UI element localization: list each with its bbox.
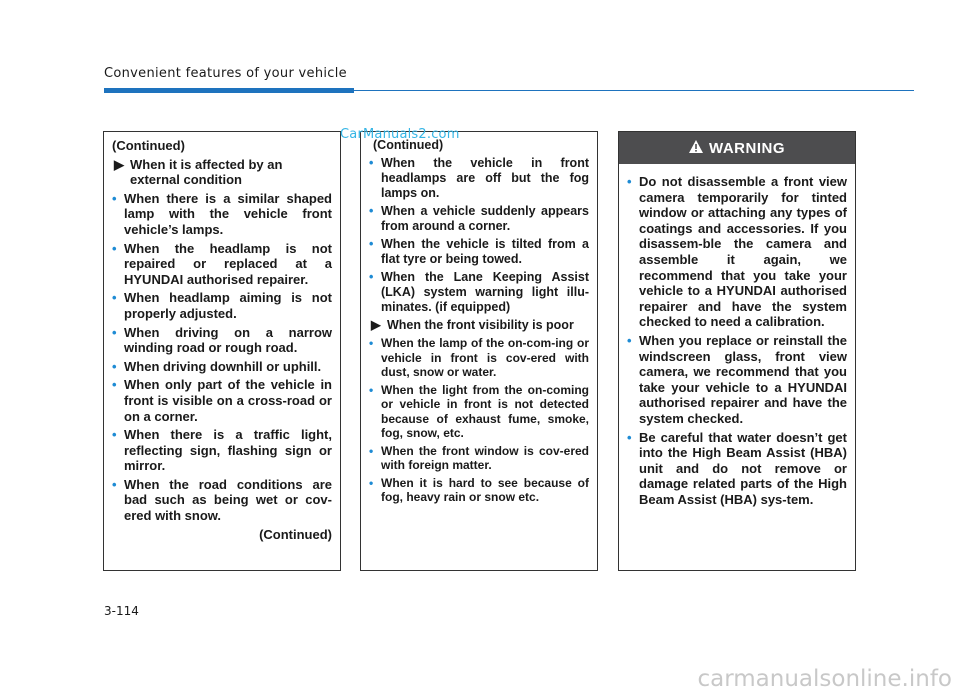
header-accent-bar — [104, 88, 354, 93]
warning-triangle-icon — [689, 140, 703, 156]
list-item — [369, 383, 589, 441]
warning-title: WARNING — [709, 139, 785, 157]
sub-heading-text: When it is affected by an external condition — [130, 156, 283, 188]
bullet-icon: • — [369, 237, 374, 251]
bullet-icon: • — [369, 382, 374, 397]
bullet-icon: • — [112, 190, 117, 206]
list-item — [369, 270, 589, 315]
list-item-text: When there is a similar shaped lamp with the vehicle front vehicle’s lamps. — [124, 190, 332, 237]
triangle-right-icon: ▶ — [114, 156, 124, 172]
list-item-text: When a vehicle suddenly appears from around a corner. — [381, 204, 589, 233]
warning-list — [627, 174, 847, 507]
bullet-icon: • — [112, 377, 117, 393]
continued-label-top: (Continued) — [112, 138, 185, 153]
column-2-list-b — [369, 336, 589, 505]
triangle-right-icon: ▶ — [371, 318, 381, 332]
watermark: CarManuals2.com — [340, 127, 460, 142]
list-item — [112, 191, 332, 238]
footer-site-watermark: carmanualsonline.info — [697, 666, 952, 692]
list-item — [112, 359, 332, 375]
list-item — [369, 156, 589, 201]
list-item-text: When the vehicle is tilted from a flat tyre or being towed. — [381, 237, 589, 266]
list-item-text: Do not disassemble a front view camera temporarily for tinted window or attaching any types of coatings and accessories. If you disassem-ble the camera and assemble it again, we recommend that you take your vehicle to a HYUNDAI authorised repairer and have the system checked to need a calibration. — [639, 174, 847, 330]
sub-heading — [112, 157, 332, 188]
bullet-icon: • — [369, 336, 374, 350]
bullet-icon: • — [627, 429, 632, 445]
list-item — [627, 333, 847, 427]
bullet-icon: • — [369, 270, 374, 284]
continued-label-top: (Continued) — [373, 138, 444, 152]
list-item — [369, 336, 589, 380]
list-item — [627, 174, 847, 330]
list-item — [369, 237, 589, 267]
list-item — [112, 325, 332, 356]
bullet-icon: • — [627, 332, 632, 348]
list-item — [112, 290, 332, 321]
column-2-box — [360, 131, 598, 571]
list-item-text: When there is a traffic light, reflecting sign, flashing sign or mirror. — [124, 427, 332, 474]
bullet-icon: • — [369, 475, 374, 490]
list-item — [369, 204, 589, 234]
list-item-text: When the lamp of the on-com-ing or vehicle in front is cov-ered with dust, snow or water. — [381, 336, 589, 379]
list-item-text: When the vehicle in front headlamps are off but the fog lamps on. — [381, 156, 589, 200]
column-1-box — [103, 131, 341, 571]
list-item-text: When headlamp aiming is not properly adjusted. — [124, 290, 332, 321]
list-item-text: When driving downhill or uphill. — [124, 358, 322, 374]
list-item — [112, 477, 332, 524]
list-item — [112, 377, 332, 424]
list-item — [112, 427, 332, 474]
bullet-icon: • — [112, 427, 117, 443]
list-item-text: When driving on a narrow winding road or rough road. — [124, 324, 332, 356]
list-item-text: Be careful that water doesn’t get into the High Beam Assist (HBA) unit and do not remove or damage related parts of the High Beam Assist (HBA) sys-tem. — [639, 429, 847, 507]
list-item — [369, 476, 589, 505]
list-item-text: When the headlamp is not repaired or replaced at a HYUNDAI authorised repairer. — [124, 240, 332, 287]
list-item-text: When only part of the vehicle in front is visible on a cross-road or on a corner. — [124, 377, 332, 424]
bullet-icon: • — [369, 156, 374, 170]
bullet-icon: • — [112, 290, 117, 306]
sub-heading — [369, 318, 589, 333]
warning-header — [619, 132, 855, 164]
page-number: 3-114 — [104, 604, 139, 618]
list-item — [627, 430, 847, 508]
header-rule — [354, 90, 914, 91]
list-item-text: When the road conditions are bad such as being wet or cov-ered with snow. — [124, 476, 332, 524]
continued-label-bottom: (Continued) — [259, 526, 332, 542]
list-item-text: When the Lane Keeping Assist (LKA) system warning light illu-minates. (if equipped) — [381, 270, 589, 314]
bullet-icon: • — [112, 324, 117, 340]
list-item — [369, 444, 589, 473]
bullet-icon: • — [627, 174, 632, 189]
list-item-text: When you replace or reinstall the windscreen glass, front view camera, we recommend that you take your vehicle to a HYUNDAI authorised repairer and have the system checked. — [639, 332, 847, 426]
list-item — [112, 241, 332, 288]
bullet-icon: • — [112, 240, 117, 256]
section-title: Convenient features of your vehicle — [104, 66, 347, 81]
list-item-text: When it is hard to see because of fog, heavy rain or snow etc. — [381, 475, 589, 504]
bullet-icon: • — [112, 358, 117, 374]
list-item-text: When the front window is cov-ered with foreign matter. — [381, 443, 589, 472]
warning-box — [618, 131, 856, 571]
bullet-icon: • — [369, 204, 374, 218]
column-1-list — [112, 191, 332, 524]
list-item-text: When the light from the on-coming or vehicle in front is not detected because of exhaust fume, smoke, fog, snow, etc. — [381, 382, 589, 440]
bullet-icon: • — [112, 476, 117, 492]
column-2-list-a — [369, 156, 589, 315]
bullet-icon: • — [369, 443, 374, 458]
sub-heading-text: When the front visibility is poor — [387, 318, 574, 332]
